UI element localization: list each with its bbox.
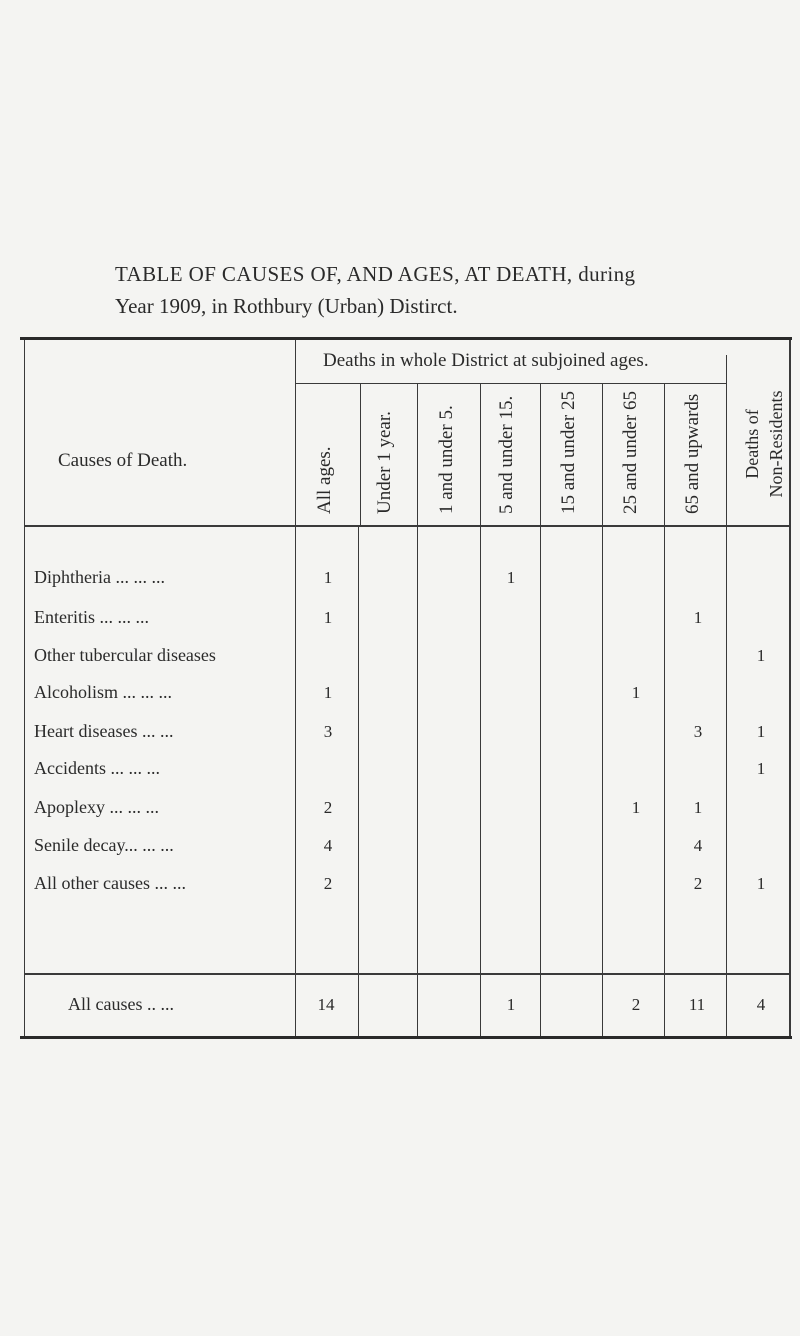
cell-non-residents: 1 (756, 722, 766, 741)
col-divider (664, 383, 665, 1036)
bottom-rule (20, 1036, 792, 1039)
col-header-under-1: Under 1 year. (374, 411, 395, 514)
top-rule (20, 337, 792, 340)
col-divider (480, 383, 481, 1036)
cell-25-to-65: 1 (631, 683, 641, 702)
total-non-residents: 4 (756, 995, 766, 1014)
left-border (24, 340, 25, 1036)
cell-all-ages: 1 (323, 683, 333, 702)
cell-25-to-65: 1 (631, 798, 641, 817)
cell-non-residents: 1 (756, 759, 766, 778)
cell-65-up: 2 (693, 874, 703, 893)
cell-all-ages: 4 (323, 836, 333, 855)
header-rule (24, 525, 790, 527)
non-residents-line1: Deaths of (742, 409, 762, 479)
total-5-to-15: 1 (506, 995, 516, 1014)
cell-non-residents: 1 (756, 646, 766, 665)
col-header-non-residents (740, 374, 788, 514)
cell-65-up: 1 (693, 798, 703, 817)
causes-header: Causes of Death. (58, 450, 188, 471)
cause-label: Accidents ... ... ... (34, 758, 160, 778)
right-border (789, 340, 791, 1036)
cause-label: Senile decay... ... ... (34, 835, 174, 855)
col-divider (540, 383, 541, 1036)
non-residents-line2: Non-Residents (766, 390, 786, 498)
group-header: Deaths in whole District at subjoined ages. (323, 350, 649, 371)
cause-label: Apoplexy ... ... ... (34, 797, 159, 817)
col-divider (360, 383, 361, 526)
cell-65-up: 3 (693, 722, 703, 741)
col-header-65-up: 65 and upwards (682, 393, 703, 514)
total-65-up: 11 (688, 995, 706, 1014)
table-subtitle: Year 1909, in Rothbury (Urban) Distirct. (115, 294, 458, 318)
col-divider (417, 383, 418, 1036)
col-divider (358, 526, 359, 1036)
total-25-to-65: 2 (631, 995, 641, 1014)
col-header-25-to-65: 25 and under 65 (620, 391, 641, 514)
col-header-5-to-15: 5 and under 15. (496, 395, 517, 514)
col-divider (602, 383, 603, 1036)
total-all-ages: 14 (317, 995, 335, 1014)
total-rule (24, 973, 790, 975)
cell-all-ages: 2 (323, 798, 333, 817)
cell-all-ages: 3 (323, 722, 333, 741)
total-label: All causes .. ... (68, 994, 174, 1014)
col-divider (295, 340, 296, 1036)
cause-label: Enteritis ... ... ... (34, 607, 149, 627)
cell-non-residents: 1 (756, 874, 766, 893)
cell-all-ages: 1 (323, 608, 333, 627)
cause-label: Diphtheria ... ... ... (34, 567, 165, 587)
cell-5-to-15: 1 (506, 568, 516, 587)
cell-65-up: 1 (693, 608, 703, 627)
cell-all-ages: 2 (323, 874, 333, 893)
cause-label: All other causes ... ... (34, 873, 186, 893)
cause-label: Heart diseases ... ... (34, 721, 174, 741)
col-divider (726, 355, 727, 1036)
cause-label: Other tubercular diseases (34, 645, 216, 665)
col-header-1-to-5: 1 and under 5. (436, 405, 457, 514)
col-header-all-ages: All ages. (314, 446, 335, 514)
cell-all-ages: 1 (323, 568, 333, 587)
cause-label: Alcoholism ... ... ... (34, 682, 172, 702)
cell-65-up: 4 (693, 836, 703, 855)
col-header-15-to-25: 15 and under 25 (558, 391, 579, 514)
table-title: TABLE OF CAUSES OF, AND AGES, AT DEATH, during (115, 262, 636, 286)
group-header-rule (295, 383, 726, 384)
